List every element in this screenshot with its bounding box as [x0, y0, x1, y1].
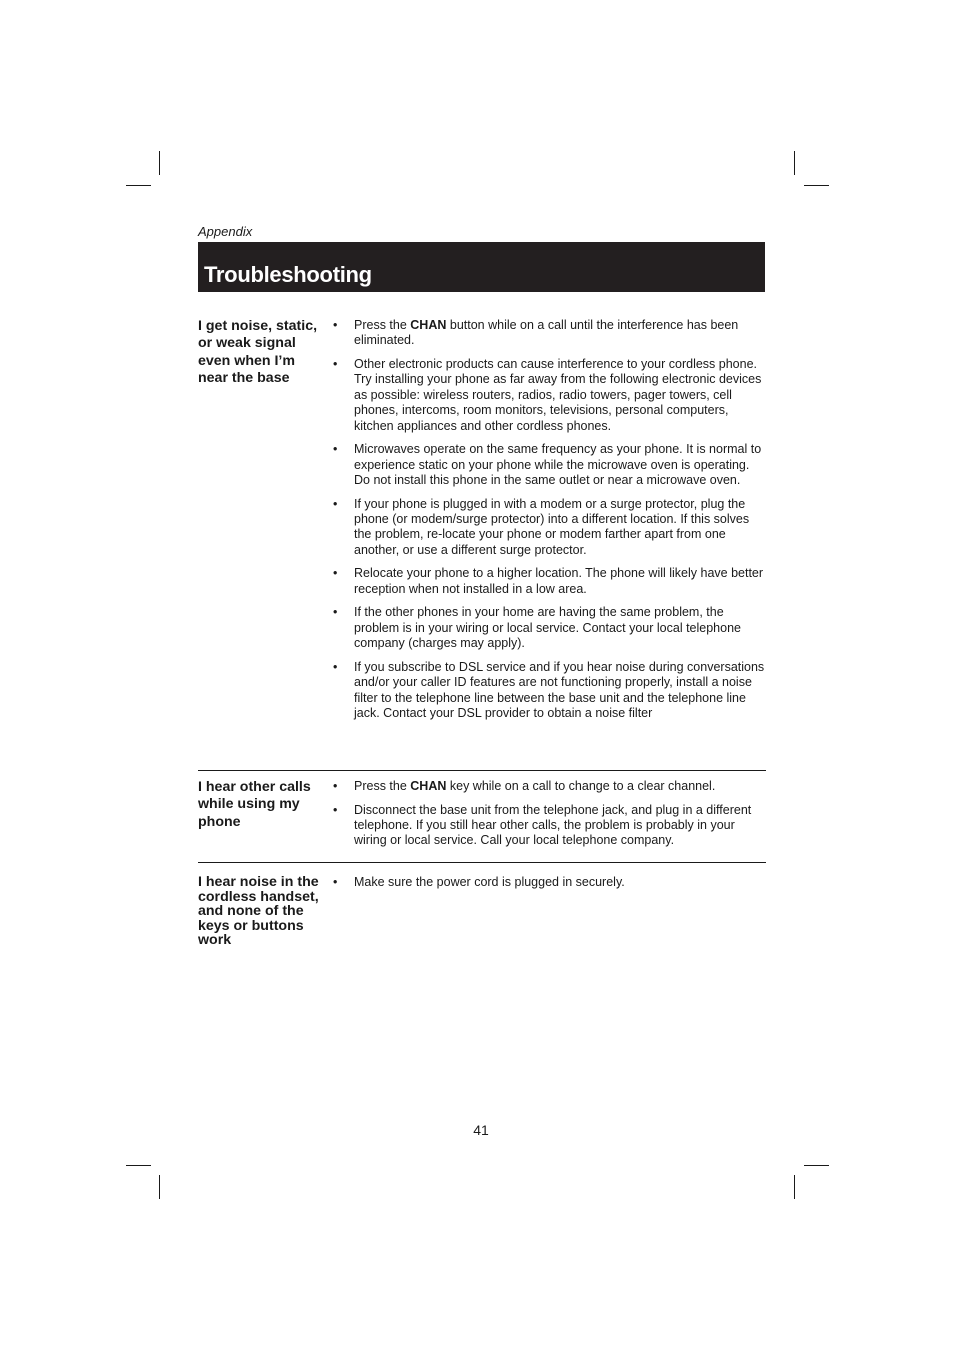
page-number: 41 — [473, 1122, 489, 1138]
divider — [198, 770, 766, 771]
crop-mark — [159, 151, 160, 175]
bullet-icon: • — [333, 779, 338, 793]
bullet-icon: • — [333, 566, 338, 581]
divider — [198, 862, 766, 863]
list-item: • Press the CHAN key while on a call to change to a clear channel. — [333, 779, 716, 793]
crop-mark — [804, 185, 829, 186]
bullet-icon: • — [333, 605, 338, 620]
section-label: Appendix — [198, 224, 253, 239]
title-bar — [198, 242, 765, 292]
crop-mark — [126, 1165, 151, 1166]
solution-list — [333, 779, 766, 857]
crop-mark — [794, 1175, 795, 1199]
solution-list — [333, 318, 766, 730]
bullet-icon: • — [333, 802, 338, 817]
list-item: • Relocate your phone to a higher location. The phone will likely have better reception when not installed in a low area. — [333, 566, 764, 596]
crop-mark — [794, 151, 795, 175]
solution-list — [333, 875, 766, 899]
list-item: • Press the CHAN button while on a call until the interference has been eliminated. — [333, 318, 739, 348]
issue-title: I hear noise in the cordless handset, and none of the keys or buttons work — [198, 874, 319, 949]
list-item: • If you subscribe to DSL service and if you hear noise during conversations and/or your caller ID features are not functioning properly, install a noise filter to the telephone line between the base unit and the telephone line jack. Contact your DSL provider to obtain a noise filter — [333, 659, 765, 721]
issue-title: I hear other calls while using my phone — [198, 779, 311, 830]
list-item: • If your phone is plugged in with a modem or a surge protector, plug the phone (or modem/surge protector) into a different location. If this solves the problem, re-locate your phone or modem farther apart from one another, or use a different surge protector. — [333, 496, 750, 557]
crop-mark — [804, 1165, 829, 1166]
list-item: • Disconnect the base unit from the telephone jack, and plug in a different telephone. If you still hear other calls, the problem is probably in your wiring or local service. Call your local telephone company. — [333, 802, 752, 848]
bullet-icon: • — [333, 442, 338, 457]
page-title: Troubleshooting — [204, 262, 372, 287]
list-item: • Other electronic products can cause interference to your cordless phone. Try installing your phone as far away from the following electronic devices as possible: wireless routers, radios, radio towers, pager towers, cell phones, intercoms, room monitors, televisions, personal computers, kitchen appliances and other cordless phones. — [333, 357, 762, 433]
bullet-icon: • — [333, 659, 338, 674]
bullet-icon: • — [333, 496, 338, 511]
bullet-icon: • — [333, 357, 338, 371]
bullet-icon: • — [333, 318, 338, 332]
bullet-icon: • — [333, 875, 338, 889]
list-item: • Make sure the power cord is plugged in securely. — [333, 875, 625, 889]
list-item: • Microwaves operate on the same frequency as your phone. It is normal to experience static on your phone while the microwave oven is operating. Do not install this phone in the same outlet or near a microwave oven. — [333, 442, 762, 488]
list-item: • If the other phones in your home are having the same problem, the problem is in your wiring or local service. Contact your local telephone company (charges may apply). — [333, 605, 741, 651]
crop-mark — [126, 185, 151, 186]
issue-title: I get noise, static, or weak signal even when I’m near the base — [198, 318, 318, 387]
crop-mark — [159, 1175, 160, 1199]
